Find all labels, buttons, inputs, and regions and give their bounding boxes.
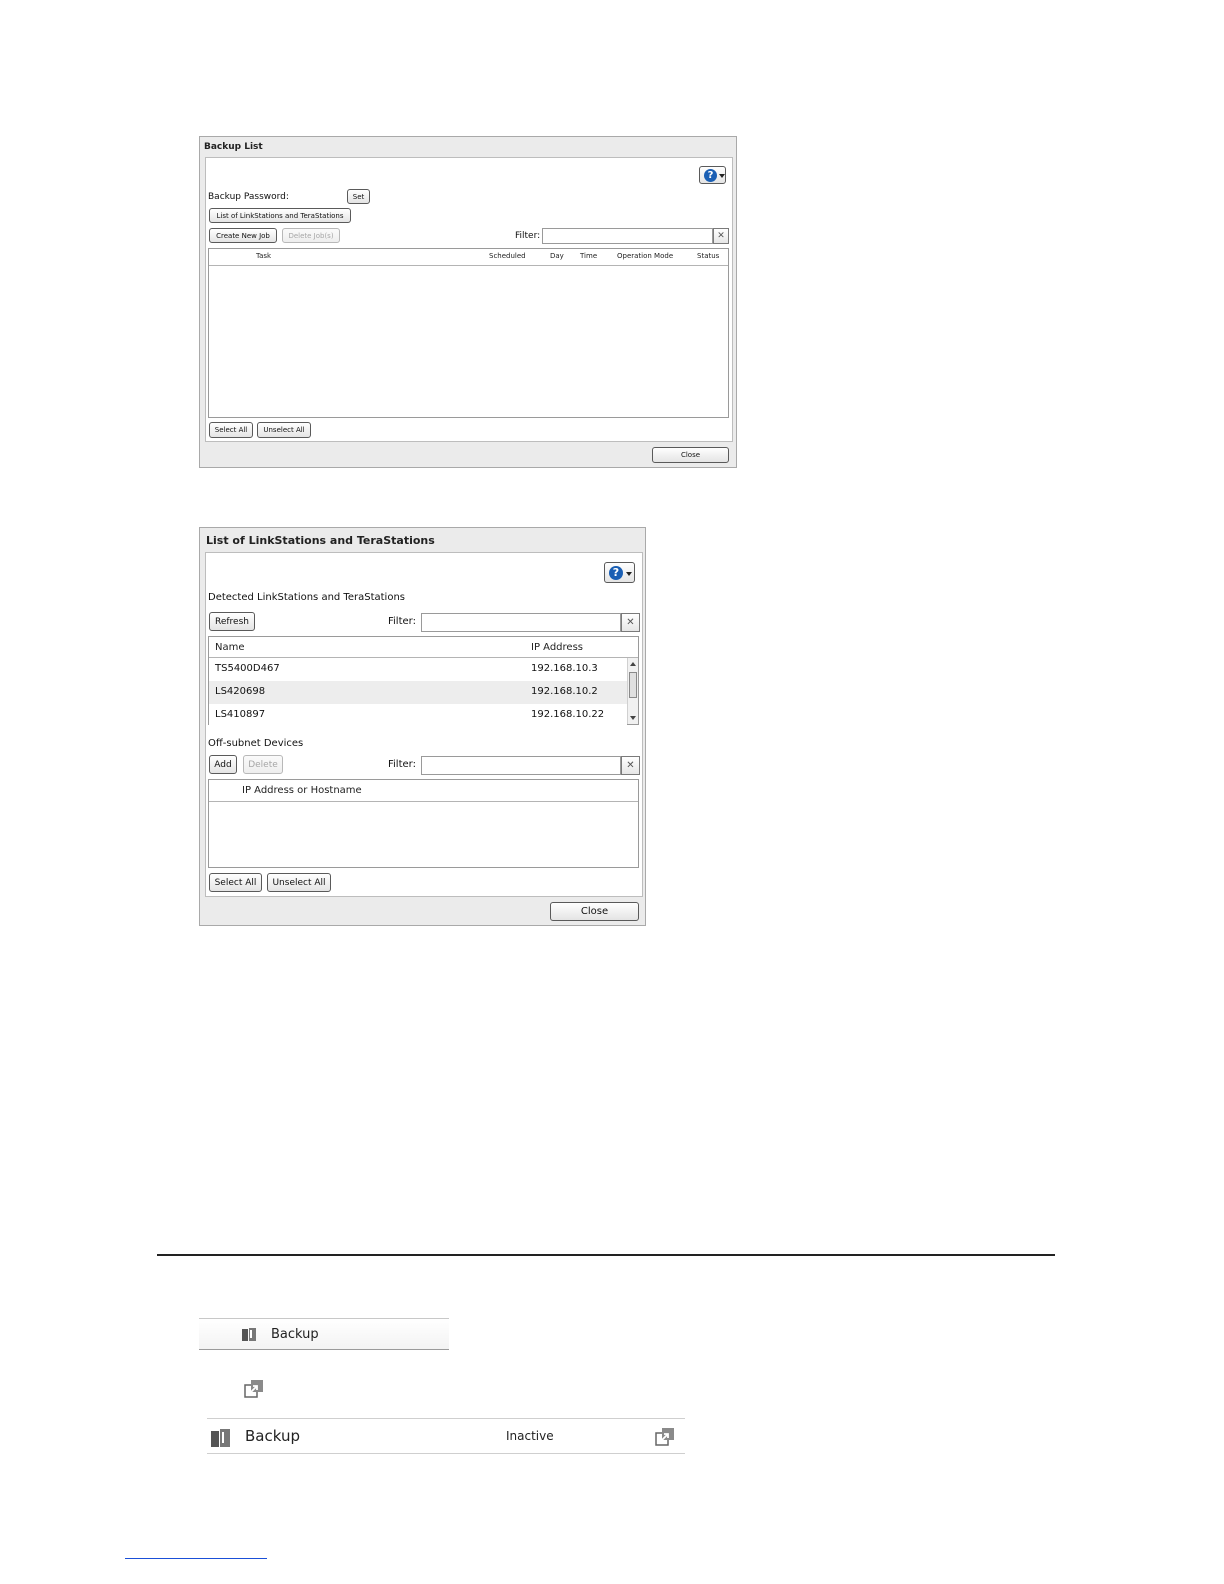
column-task[interactable]: Task — [256, 252, 272, 260]
section-divider — [157, 1254, 1055, 1256]
column-day[interactable]: Day — [550, 252, 564, 260]
offsubnet-table — [208, 779, 639, 868]
station-ip: 192.168.10.3 — [531, 663, 598, 674]
table-row[interactable] — [209, 681, 627, 704]
detected-table — [208, 636, 639, 725]
scroll-up-icon[interactable] — [630, 662, 636, 666]
backup-status-row[interactable] — [207, 1418, 685, 1454]
create-new-job-button[interactable]: Create New Job — [209, 228, 277, 243]
help-icon: ? — [704, 169, 717, 182]
table-row[interactable] — [209, 658, 627, 681]
detected-table-header — [209, 637, 638, 658]
scrollbar[interactable] — [627, 658, 638, 724]
close-button[interactable]: Close — [550, 902, 639, 921]
clear-filter-icon[interactable]: ✕ — [621, 756, 640, 775]
backup-list-title: Backup List — [204, 142, 263, 152]
select-all-button[interactable]: Select All — [209, 873, 262, 892]
delete-jobs-button[interactable]: Delete Job(s) — [282, 228, 340, 243]
add-button[interactable]: Add — [209, 755, 237, 774]
offsubnet-label: Off-subnet Devices — [208, 738, 304, 749]
help-button[interactable] — [604, 562, 635, 583]
list-stations-button[interactable]: List of LinkStations and TeraStations — [209, 208, 351, 223]
status-row-label: Backup — [245, 1427, 300, 1445]
expand-settings-icon[interactable] — [244, 1379, 264, 1399]
unselect-all-button[interactable]: Unselect All — [267, 873, 331, 892]
chevron-down-icon — [719, 174, 725, 178]
scroll-down-icon[interactable] — [630, 716, 636, 720]
delete-button[interactable]: Delete — [243, 755, 283, 774]
filter-input[interactable] — [421, 613, 621, 632]
filter-label: Filter: — [388, 616, 416, 627]
backup-list-dialog — [199, 136, 737, 468]
station-name: LS410897 — [215, 709, 266, 720]
column-name[interactable]: Name — [215, 642, 245, 653]
close-button[interactable]: Close — [652, 447, 729, 463]
table-row[interactable] — [209, 704, 627, 725]
jobs-table — [208, 248, 729, 418]
filter-input[interactable] — [542, 228, 713, 244]
backup-icon — [241, 1327, 257, 1342]
offsubnet-table-header — [209, 780, 638, 802]
column-status[interactable]: Status — [697, 252, 720, 260]
column-ip-or-hostname[interactable]: IP Address or Hostname — [242, 785, 362, 796]
backup-icon — [210, 1428, 232, 1448]
column-time[interactable]: Time — [580, 252, 598, 260]
station-list-dialog — [199, 527, 646, 926]
station-list-body — [205, 552, 643, 897]
menu-item-label: Backup — [271, 1327, 319, 1342]
help-icon: ? — [609, 566, 623, 580]
refresh-button[interactable]: Refresh — [209, 612, 255, 631]
menu-item-backup[interactable] — [199, 1318, 449, 1350]
filter-label: Filter: — [515, 231, 541, 241]
clear-filter-icon[interactable]: ✕ — [713, 228, 729, 244]
backup-list-body — [205, 157, 733, 442]
help-button[interactable] — [699, 166, 726, 184]
station-ip: 192.168.10.22 — [531, 709, 605, 720]
station-list-title: List of LinkStations and TeraStations — [206, 534, 435, 547]
clear-filter-icon[interactable]: ✕ — [621, 613, 640, 632]
select-all-button[interactable]: Select All — [209, 422, 253, 438]
expand-settings-icon[interactable] — [655, 1427, 675, 1447]
station-ip: 192.168.10.2 — [531, 686, 598, 697]
station-name: LS420698 — [215, 686, 266, 697]
backup-password-label: Backup Password: — [208, 192, 289, 202]
unselect-all-button[interactable]: Unselect All — [257, 422, 311, 438]
station-name: TS5400D467 — [215, 663, 280, 674]
filter-input[interactable] — [421, 756, 621, 775]
footer-link-underline — [125, 1558, 267, 1559]
chevron-down-icon — [626, 572, 632, 576]
status-badge: Inactive — [506, 1429, 554, 1443]
filter-label: Filter: — [388, 759, 416, 770]
column-scheduled[interactable]: Scheduled — [489, 252, 526, 260]
column-operation-mode[interactable]: Operation Mode — [617, 252, 674, 260]
set-password-button[interactable]: Set — [347, 189, 370, 204]
column-ip-address[interactable]: IP Address — [531, 642, 583, 653]
jobs-table-header — [209, 249, 728, 266]
scrollbar-thumb[interactable] — [629, 672, 637, 698]
detected-label: Detected LinkStations and TeraStations — [208, 592, 405, 603]
